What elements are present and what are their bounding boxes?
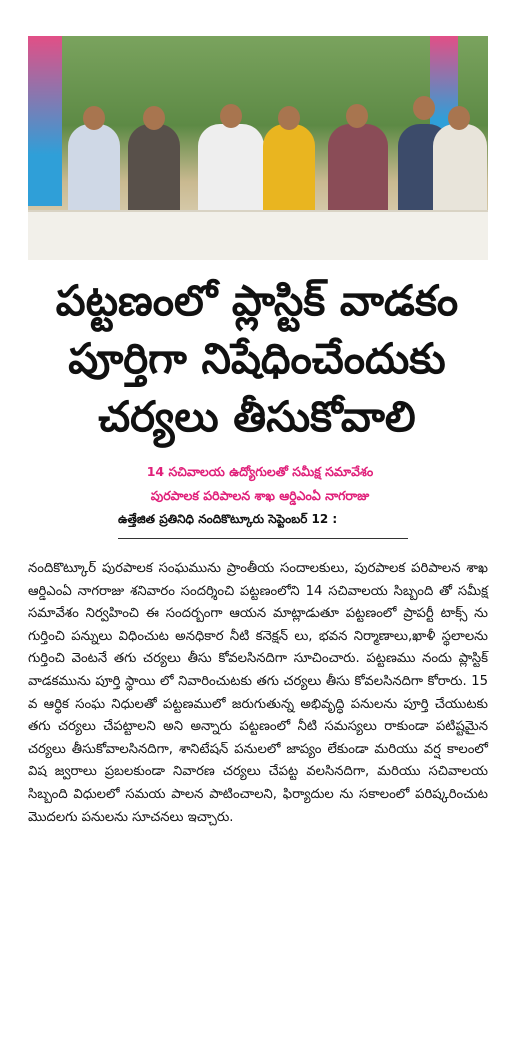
photo-person [128,124,180,220]
photo-person-head [143,106,165,130]
headline-line-1: పట్టణంలో ప్లాస్టిక్ వాడకం [55,276,459,325]
photo-pillar-left [28,36,62,206]
subhead-line-1: 14 సచివాలయ ఉద్యోగులతో సమీక్ష సమావేశం [146,464,374,479]
photo-person [68,124,120,220]
photo-person-head [83,106,105,130]
divider [118,538,408,539]
meeting-photo [28,36,488,260]
photo-person-head [346,104,368,128]
photo-person-head [448,106,470,130]
article-body [28,558,488,829]
photo-table [28,210,488,260]
photo-person [263,124,315,220]
photo-person [433,124,487,220]
dateline: ఉత్తేజిత ప్రతినిధి నందికొట్కూరు సెప్టెంబర్ 12 : [118,512,338,526]
subhead-line-2: పురపాలక పరిపాలన శాఖ ఆర్డిఎంఏ నాగరాజు [150,488,370,503]
headline-line-2: పూర్తిగా నిషేధించేందుకు [68,334,446,383]
headline-line-3: చర్యలు తీసుకోవాలి [98,392,416,441]
photo-person-head [413,96,435,120]
photo-person-head [278,106,300,130]
photo-person-head [220,104,242,128]
article-paragraph: నందికొట్కూర్ పురపాలక సంఘమును ప్రాంతీయ సందాలకులు, పురపాలక పరిపాలన శాఖ ఆర్డిఎంఏ నాగరాజు శనివారం సందర్శించి పట్టణంలోని 14 సచివాలయ సిబ్బంది తో సమీక్ష సమావేశం నిర్వహించి ఈ సందర్బంగా ఆయన మాట్లాడుతూ పట్టణంలో ప్రాపర్టీ టాక్స్ ను గుర్తించి పన్నులు విధించుట అనధికార నీటి కనెక్షన్ లు, భవన నిర్మాణాలు,ఖాళీ స్థలాలను గుర్తించి వెంటనే తగు చర్యలు తీసు కోవలసినదిగా సూచించారు. పట్టణము నందు ప్లాస్టిక్ వాడకమును పూర్తి స్థాయి లో నివారించుటకు తగు చర్యలు తీసు కోవలసినదిగా కోరారు. 15 వ ఆర్థిక సంఘ నిధులతో పట్టణములో జరుగుతున్న అభివృద్ధి పనులను పూర్తి చేయుటకు తగు చర్యలు చేపట్టాలని అని అన్నారు పట్టణంలో నీటి సమస్యలు రాకుండా పటిష్టమైన చర్యలు తీసుకోవాలసినదిగా, శానిటేషన్ పనులలో జాప్యం లేకుండా మరియు వర్ష కాలంలో విష జ్వరాలు ప్రబలకుండా నివారణ చర్యలు చేపట్ట వలసినదిగా, మరియు సచివాలయ సిబ్బంది విధులలో సమయ పాలన పాటించాలని, ఫిర్యాదుల ను సకాలంలో పరిష్కరించుట మొదలగు పనులను సూచనలు ఇచ్చారు. [28,561,488,825]
photo-person [328,124,388,220]
photo-person [198,124,264,220]
